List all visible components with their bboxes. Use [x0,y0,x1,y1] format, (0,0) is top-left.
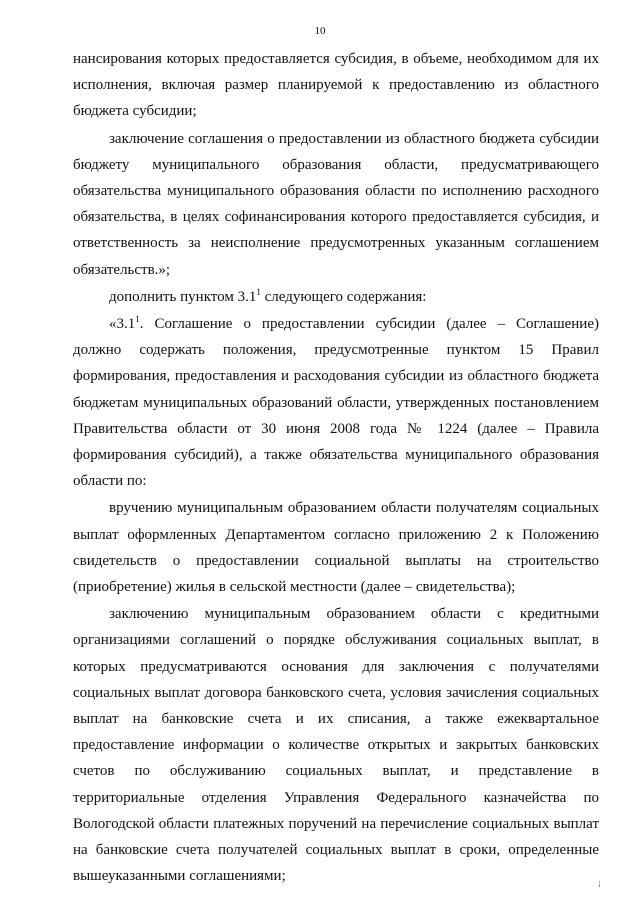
page-number: 10 [314,25,326,37]
paragraph-3 [73,284,599,310]
paragraph-6: заключению муниципальным образованием области с кредитными организациями соглашений о порядке обслуживания социальных выплат, в которых предусматриваются основания для заключения с получателями социальных выплат договора банковского счета, условия зачисления социальных выплат на банковские счета и их списания, а также ежеквартальное предоставление информации о количестве открытых и закрытых банковских счетов по обслуживанию социальных выплат, и представление в территориальные отделения Управления Федерального казначейства по Вологодской области платежных поручений на перечисление социальных выплат на банковские счета получателей социальных выплат в сроки, определенные вышеуказанными соглашениями; [73,606,599,885]
document-body [73,46,599,890]
superscript-marker: 1 [256,286,261,297]
scan-edge-mark: ¡ [598,878,601,887]
paragraph-2: заключение соглашения о предоставлении из областного бюджета субсидии бюджету муниципального образования области, предусматривающего обязательства муниципального образования области по исполнению расходного обязательства, в целях софинансирования которого предоставляется субсидия, и ответственность за неисполнение предусмотренных указанным соглашением обязательств.»; [73,130,599,278]
paragraph-1: нансирования которых предоставляется субсидия, в объеме, необходимом для их исполнения, включая размер планируемой к предоставлению из областного бюджета субсидии; [73,51,599,120]
paragraph-4 [73,311,599,494]
paragraph-3-text-end: следующего содержания: [260,288,427,305]
paragraph-4-text-end: . Соглашение о предоставлении субсидии (далее – Соглашение) должно содержать положения, предусмотренные пунктом 15 Правил формирования, предоставления и расходования субсидии из областного бюджета бюджетам муниципальных образований области, утвержденных постановлением Правительства области от 30 июня 2008 года № 1224 (далее – Правила формирования субсидий), а также обязательства муниципального образования области по: [73,316,599,490]
paragraph-3-text: дополнить пунктом 3.1 [109,288,257,305]
superscript-marker: 1 [135,314,140,325]
paragraph-5: вручению муниципальным образованием области получателям социальных выплат оформленных Департаментом согласно приложению 2 к Положению свидетельств о предоставлении социальной выплаты на строительство (приобретение) жилья в сельской местности (далее – свидетельства); [73,500,599,596]
paragraph-4-text: «3.1 [109,316,136,333]
